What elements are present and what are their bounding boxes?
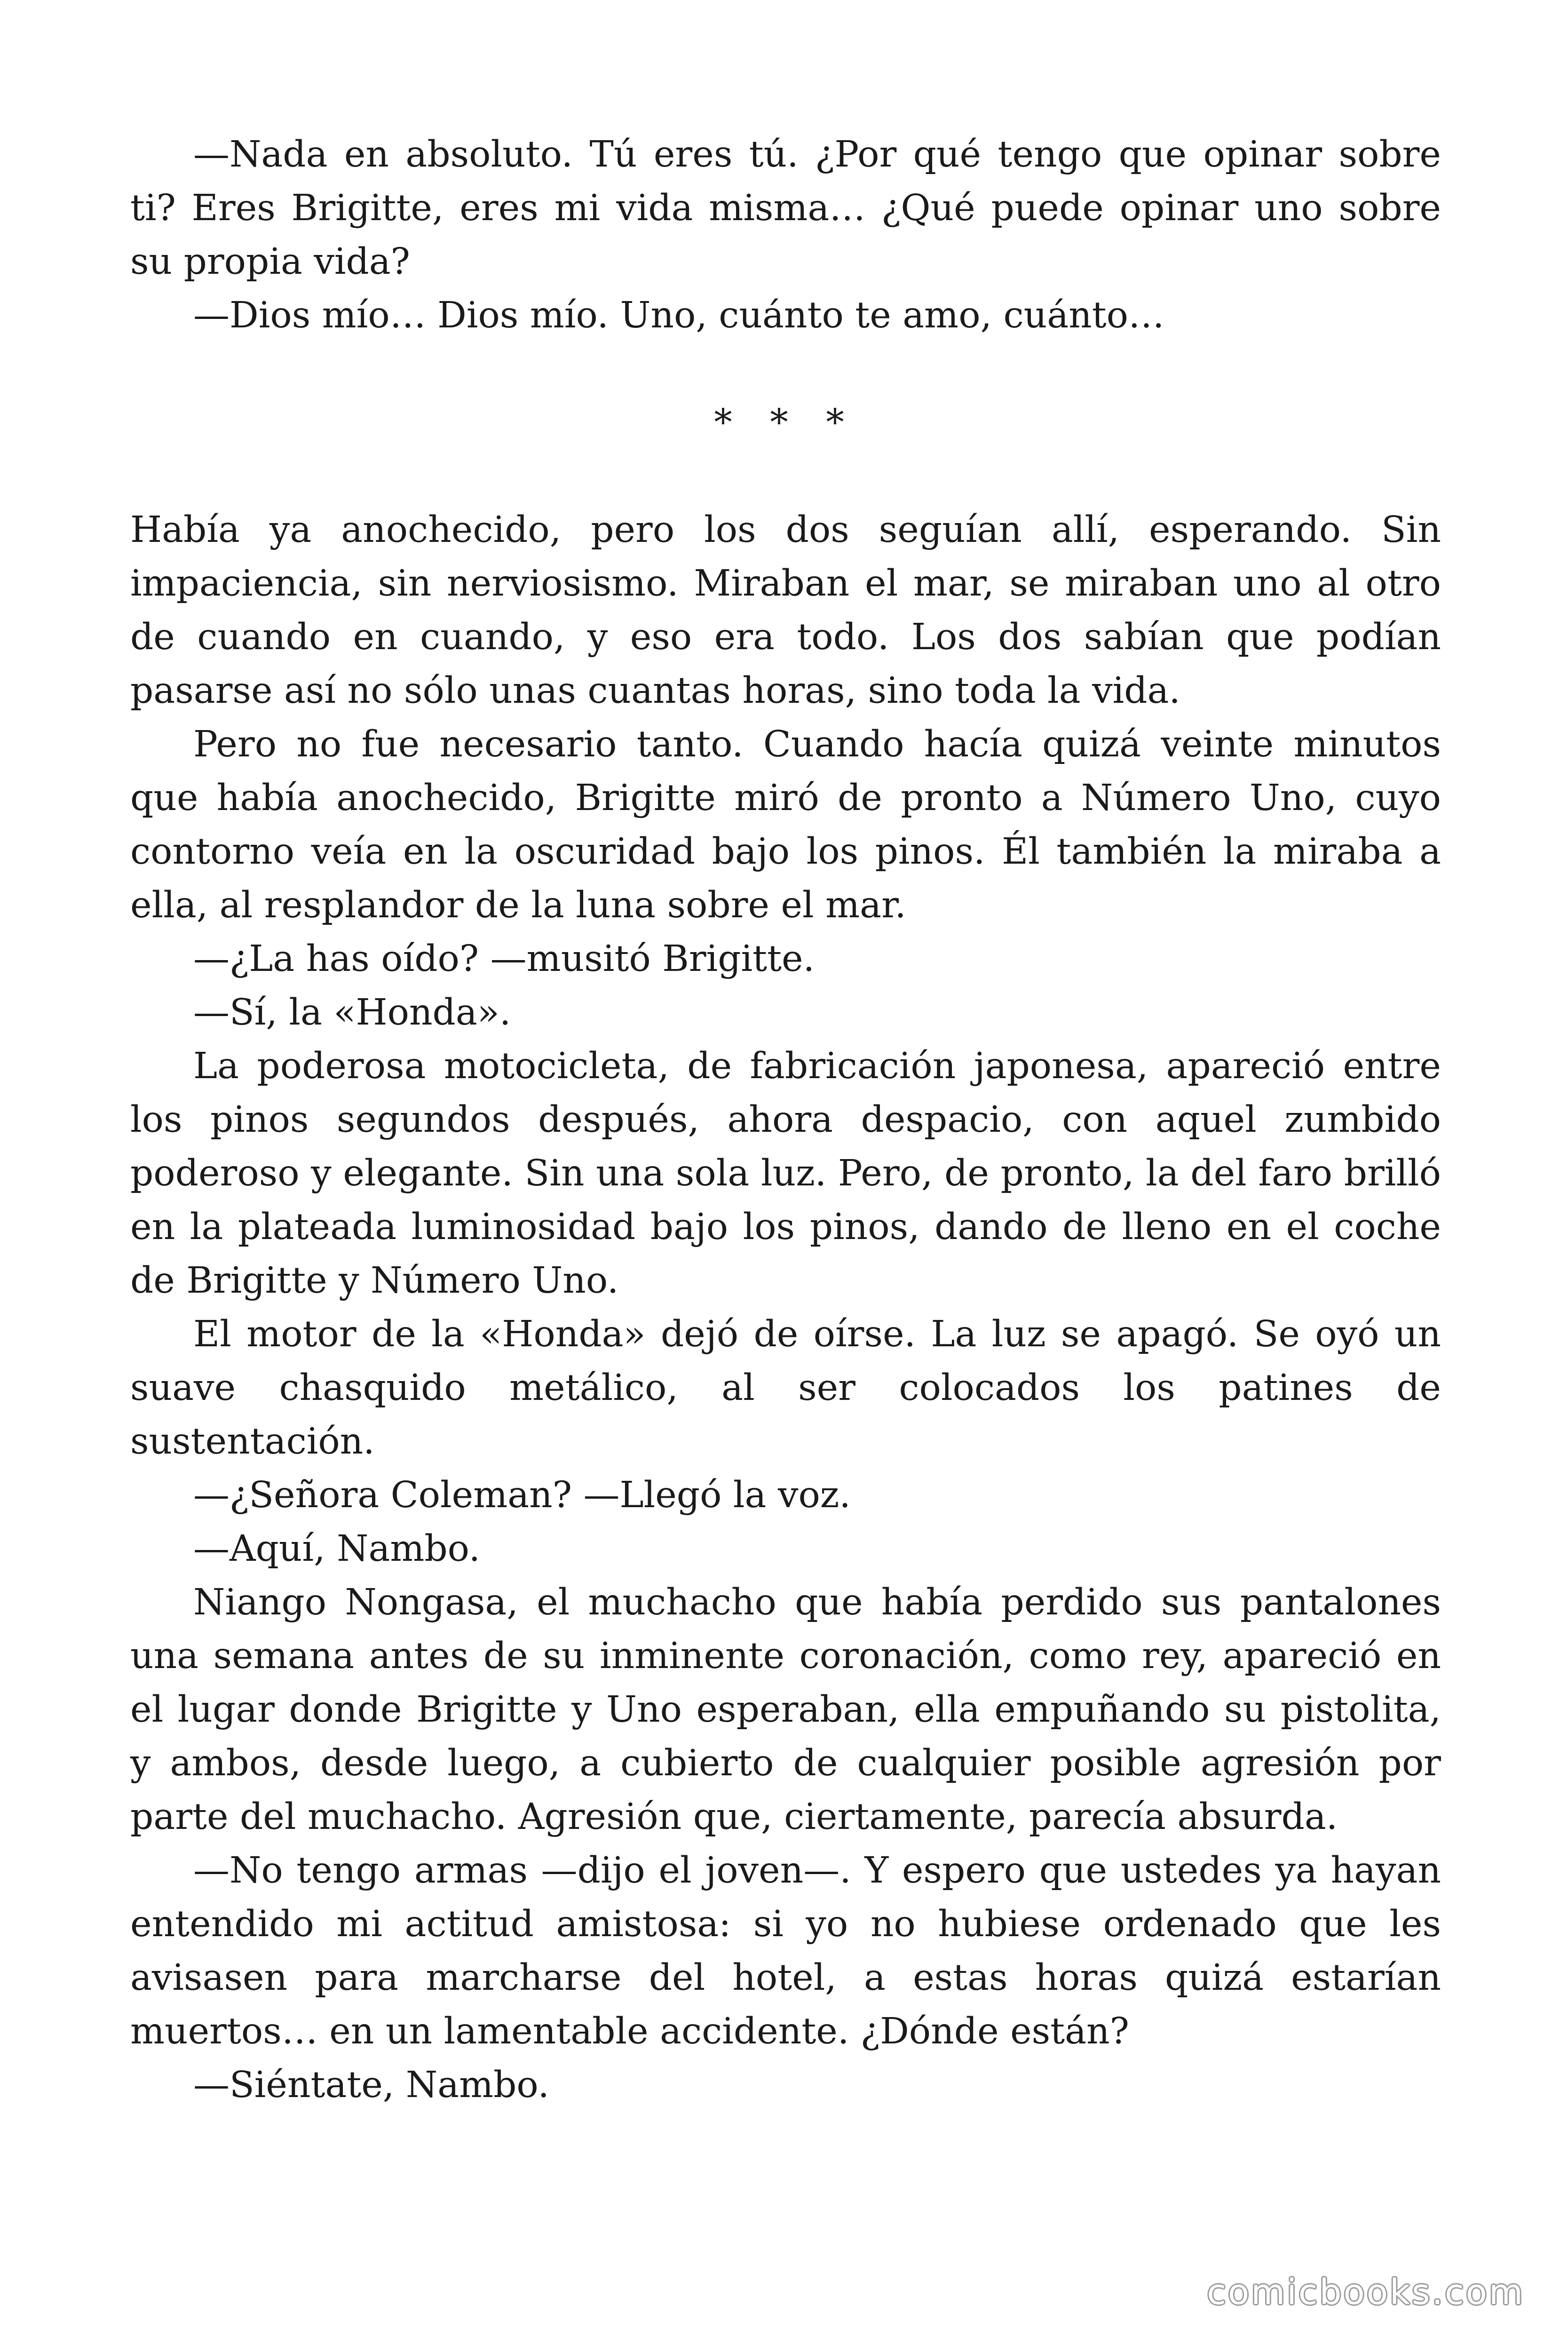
- paragraph: Pero no fue necesario tanto. Cuando hacía quizá veinte minutos que había anochecido, Brigitte miró de pronto a Número Uno, cuyo contorno veía en la oscuridad bajo los pinos. Él también la miraba a ella, al resplandor de la luna sobre el mar.: [130, 723, 1441, 926]
- paragraph: El motor de la «Honda» dejó de oírse. La luz se apagó. Se oyó un suave chasquido metálico, al ser colocados los patines de sustentación.: [130, 1313, 1441, 1462]
- paragraph: Niango Nongasa, el muchacho que había perdido sus pantalones una semana antes de su inminente coronación, como rey, apareció en el lugar donde Brigitte y Uno esperaban, ella empuñando su pistolita, y ambos, desde luego, a cubierto de cualquier posible agresión por parte del muchacho. Agresión que, ciertamente, parecía absurda.: [130, 1581, 1441, 1838]
- watermark: comicbooks.com: [1207, 2272, 1525, 2312]
- dialogue-line: —¿La has oído? —musitó Brigitte.: [193, 938, 815, 980]
- book-page: [130, 128, 1441, 2112]
- paragraph: La poderosa motocicleta, de fabricación japonesa, apareció entre los pinos segundos después, ahora despacio, con aquel zumbido poderoso y elegante. Sin una sola luz. Pero, de pronto, la del faro brilló en la plateada luminosidad bajo los pinos, dando de lleno en el coche de Brigitte y Número Uno.: [130, 1045, 1441, 1302]
- dialogue-line: —¿Señora Coleman? —Llegó la voz.: [193, 1474, 851, 1516]
- paragraph: —Nada en absoluto. Tú eres tú. ¿Por qué tengo que opinar sobre ti? Eres Brigitte, eres mi vida misma… ¿Qué puede opinar uno sobre su propia vida?: [130, 134, 1441, 283]
- dialogue-line: —No tengo armas —dijo el joven—. Y espero que ustedes ya hayan entendido mi actitud amistosa: si yo no hubiese ordenado que les avisasen para marcharse del hotel, a estas horas quizá estarían muertos… en un lamentable accidente. ¿Dónde están?: [130, 1850, 1441, 2052]
- section-break: * * *: [714, 402, 857, 444]
- dialogue-line: —Aquí, Nambo.: [193, 1528, 481, 1570]
- dialogue-line: —Sí, la «Honda».: [193, 992, 511, 1033]
- paragraph: —Dios mío… Dios mío. Uno, cuánto te amo, cuánto…: [193, 294, 1165, 336]
- paragraph: Había ya anochecido, pero los dos seguían allí, esperando. Sin impaciencia, sin nerviosismo. Miraban el mar, se miraban uno al otro de cuando en cuando, y eso era todo. Los dos sabían que podían pasarse así no sólo unas cuantas horas, sino toda la vida.: [130, 509, 1441, 712]
- dialogue-line: —Siéntate, Nambo.: [193, 2064, 549, 2106]
